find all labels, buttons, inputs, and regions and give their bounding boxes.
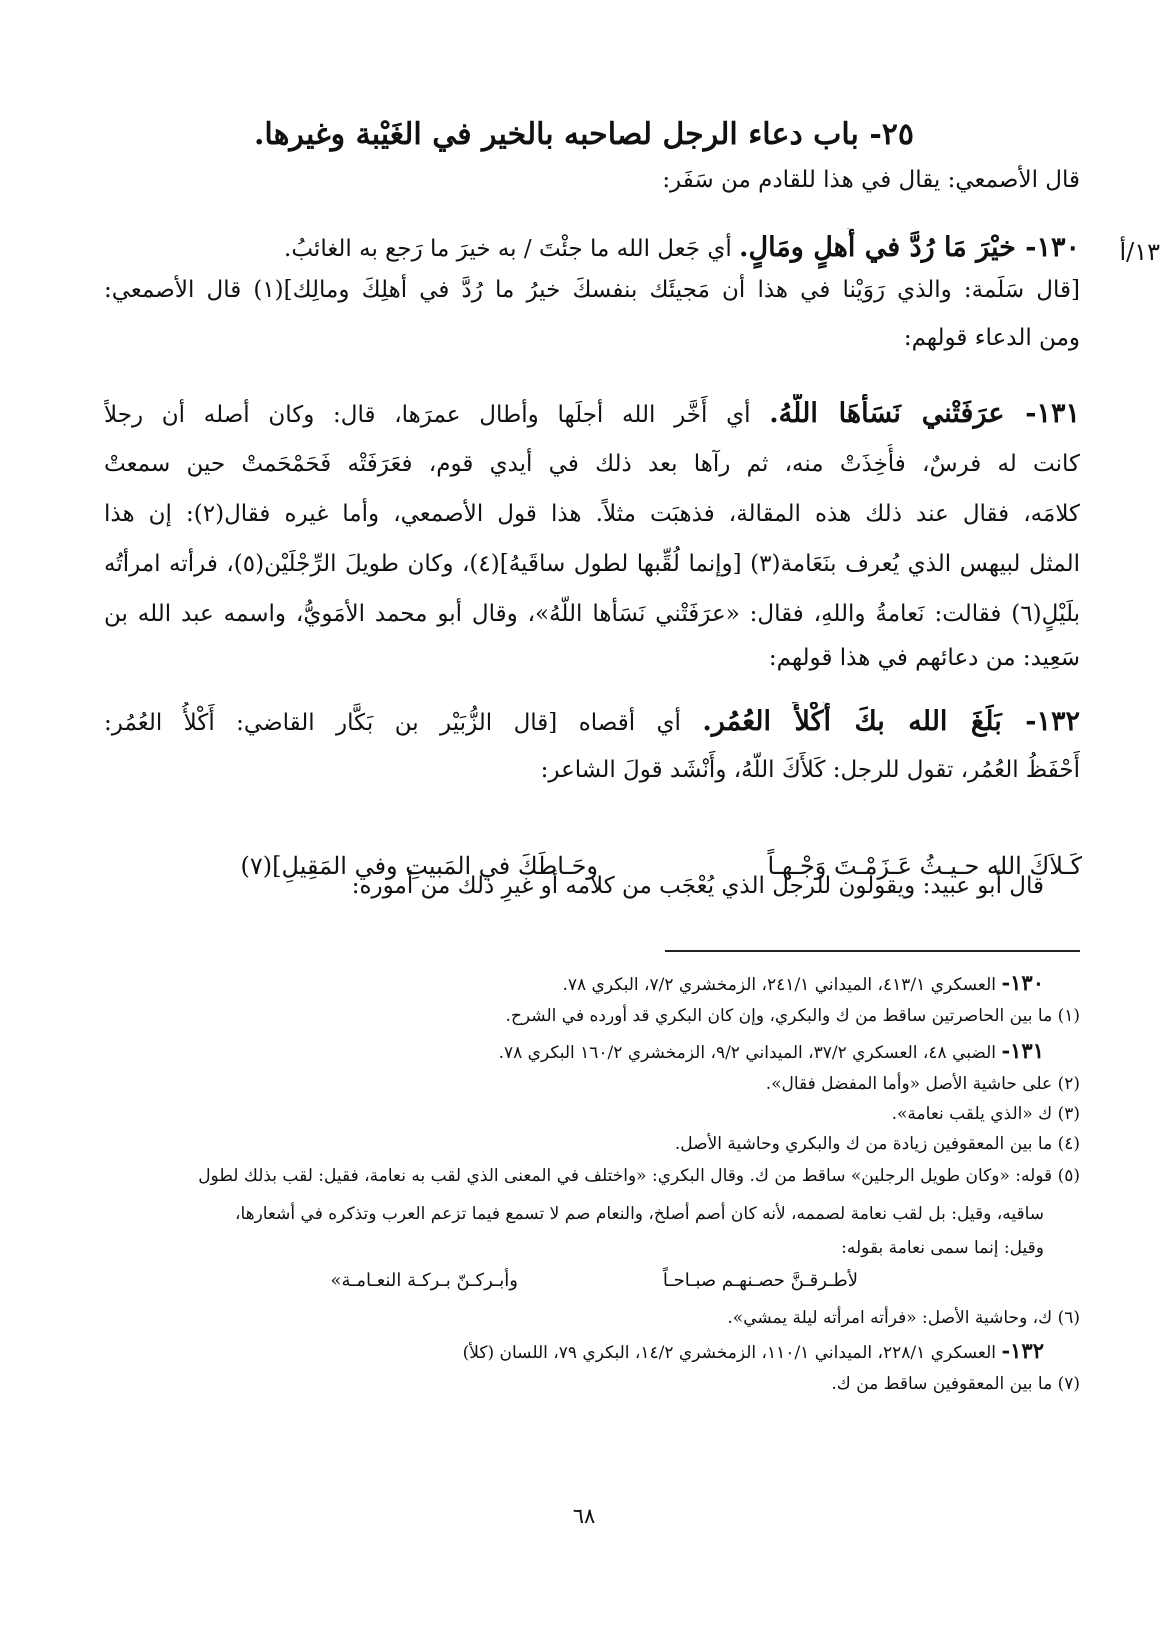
closing-line: قال أبو عبيد: ويقولون للرجل الذي يُعْجَب من كلامه أو غيرِ ذلك من أموره: [351, 873, 1044, 899]
footnote-131-number: ١٣١- [1001, 1038, 1044, 1063]
entry-131-line-6: سَعِيد: من دعائهم في هذا قولهم: [768, 645, 1080, 671]
entry-131-headword: ١٣١- عرَفَتْني نَسَأَهَا اللّهُ. [769, 398, 1080, 429]
entry-130-gloss: أي جَعل الله ما جئْتَ / به خيرَ ما رَجع به الغائبُ. [284, 236, 732, 262]
entry-131-line-5: بلَيْلٍ(٦) فقالت: نَعامةُ واللهِ، فقال: «عرَفَتْني نَسَأها اللّهُ»، وقال أبو محمد الأمَويُّ، واسمه عبد الله بن [104, 601, 1080, 627]
footnote-5-line-2: ساقيه، وقيل: بل لقب نعامة لصممه، لأنه كان أصم أصلخ، والنعام صم لا تسمع فيما تزعم العرب وتذكره في أشعارها، [234, 1204, 1044, 1224]
footnote-5-verse-first: لأطـرقـنَّ حصـنهـم صبـاحـاً [662, 1270, 858, 1291]
entry-132-headword: ١٣٢- بَلَغَ الله بكَ أَكْلأَ العُمُر. [702, 706, 1080, 737]
footnote-1: (١) ما بين الحاصرتين ساقط من ك والبكري، وإن كان البكري قد أورده في الشرح. [505, 1006, 1080, 1026]
footnote-6: (٦) ك، وحاشية الأصل: «فرأته امرأته ليلة يمشي». [727, 1308, 1080, 1328]
footnote-131 [104, 1036, 1044, 1068]
entry-131-line-3: كلامَه، فقال عند ذلك هذه المقالة، فذهبَت مثلاً. هذا قول الأصمعي، وأما غيره فقال(٢): إن هذا [104, 501, 1080, 527]
footnote-5-line-3: وقيل: إنما سمى نعامة بقوله: [841, 1238, 1044, 1258]
footnote-separator [665, 950, 1080, 952]
entry-131-line-1 [104, 394, 1080, 435]
footnote-132-number: ١٣٢- [1001, 1338, 1044, 1363]
entry-132-line-2: أَحْفَظُ العُمُر، تقول للرجل: كَلأَكَ اللّهُ، وأَنْشَد قولَ الشاعر: [540, 757, 1080, 783]
entry-132-line-1 [104, 702, 1080, 743]
manuscript-folio-marker: ١٣/أ [1119, 238, 1160, 266]
verse-second-hemistich: وحَـاطَكَ في المَبيتِ وفي المَقِيلِ](٧) [240, 852, 598, 880]
chapter-heading: ٢٥- باب دعاء الرجل لصاحبه بالخير في الغَيْبة وغيرها. [253, 117, 915, 152]
footnote-3: (٣) ك «الذي يلقب نعامة». [891, 1104, 1080, 1124]
entry-130-line-2: [قال سَلَمة: والذي رَوَيْنا في هذا أن مَجيئَك بنفسكَ خيرُ ما رُدَّ في أهلِكَ ومالِك](١) قال الأصمعي: [104, 277, 1080, 303]
entry-130-headword: ١٣٠- خيْرَ مَا رُدَّ في أَهلٍ ومَالٍ. [739, 232, 1080, 263]
entry-131-gloss: أي أَخَّر الله أجلَها وأطال عمرَها، قال: وكان أصله أن رجلاً [104, 402, 751, 428]
footnote-5-line-1: (٥) قوله: «وكان طويل الرجلين» ساقط من ك. وقال البكري: «واختلف في المعنى الذي لقب به نعامة، فقيل: لقب بذلك لطول [198, 1166, 1080, 1186]
footnote-130-text: العسكري ٤١٣/١، الميداني ٢٤١/١، الزمخشري ٧/٢، البكري ٧٨. [562, 975, 997, 995]
footnote-5-verse-second: وأبـركـنّ بـركـة النعـامـة» [330, 1270, 518, 1291]
verse-first-hemistich: كَـلاَكَ الله حـيـثُ عَـزَمْـتَ وَجْـهـاً [767, 852, 1082, 880]
footnote-2: (٢) على حاشية الأصل «وأما المفضل فقال». [765, 1074, 1080, 1094]
footnote-130 [104, 968, 1044, 1000]
entry-131-line-2: كانت له فرسٌ، فأُخِذَتْ منه، ثم رآها بعد ذلك في أيدي قوم، فعَرَفَتْه فَحَمْحَمتْ حين سمعتْ [104, 451, 1080, 477]
intro-line: قال الأصمعي: يقال في هذا للقادم من سَفَر: [662, 167, 1080, 193]
footnote-132 [104, 1336, 1044, 1368]
entry-131-line-4: المثل لبيهس الذي يُعرف بنَعَامة(٣) [وإنما لُقِّبها لطول ساقَيهُ](٤)، وكان طويلَ الرِّجْلَيْن(٥)، فرأته امرأتُه [104, 551, 1080, 577]
entry-130-line-1 [104, 228, 1080, 269]
footnote-4: (٤) ما بين المعقوفين زيادة من ك والبكري وحاشية الأصل. [674, 1134, 1080, 1154]
entry-132-gloss: أي أقصاه [قال الزُّبَيْر بن بَكَّار القاضي: أَكْلأُ العُمُر: [104, 710, 681, 736]
footnote-130-number: ١٣٠- [1001, 970, 1044, 995]
footnote-131-text: الضبي ٤٨، العسكري ٣٧/٢، الميداني ٩/٢، الزمخشري ١٦٠/٢ البكري ٧٨. [498, 1043, 997, 1063]
entry-130-line-3: ومن الدعاء قولهم: [903, 325, 1080, 351]
footnote-7: (٧) ما بين المعقوفين ساقط من ك. [831, 1374, 1080, 1394]
footnote-132-text: العسكري ٢٢٨/١، الميداني ١١٠/١، الزمخشري ١٤/٢، البكري ٧٩، اللسان (كلأ) [462, 1343, 997, 1363]
page-number: ٦٨ [572, 1504, 596, 1528]
